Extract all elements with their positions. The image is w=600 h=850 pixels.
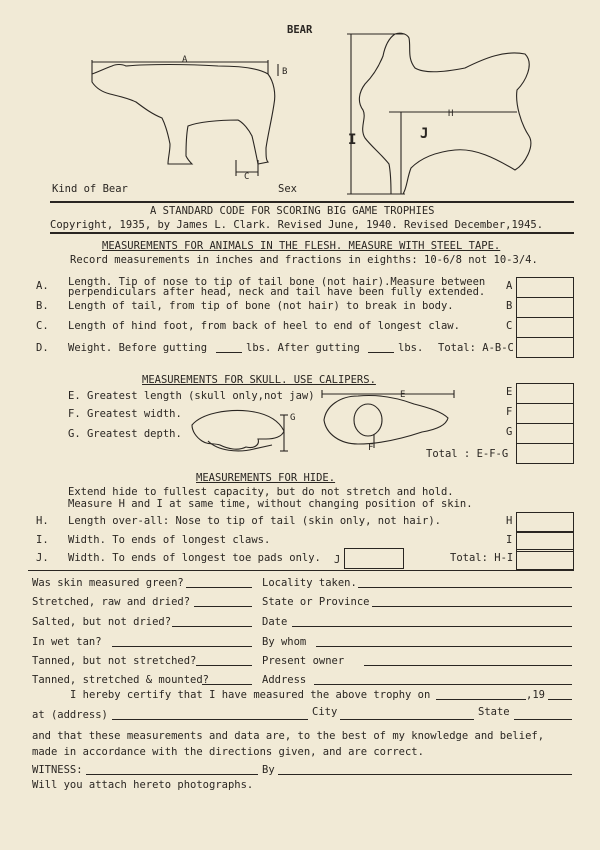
box-h-label: H (506, 515, 513, 527)
present-owner-label: Present owner (262, 655, 345, 667)
q-stretched-raw-dried: Stretched, raw and dried? (32, 596, 191, 608)
field-total-abc[interactable] (516, 337, 574, 358)
row-h-letter: H. (36, 515, 49, 527)
row-a-letter: A. (36, 280, 49, 292)
divider (50, 232, 574, 234)
at-address-label: at (address) (32, 709, 108, 721)
q-in-wet-tan: In wet tan? (32, 636, 102, 648)
bear-profile-illustration (88, 48, 288, 183)
box-b-label: B (506, 300, 513, 312)
weight-after-label: lbs. After gutting (246, 342, 360, 354)
row-h-text: Length over-all: Nose to tip of tail (skin only, not hair). (68, 515, 441, 527)
code-title: A STANDARD CODE FOR SCORING BIG GAME TROPHIES (150, 205, 435, 217)
weight-before-field[interactable] (216, 352, 242, 353)
row-c-letter: C. (36, 320, 49, 332)
by-label: By (262, 764, 275, 776)
q-salted-not-dried: Salted, but not dried? (32, 616, 172, 628)
field-g[interactable] (516, 423, 574, 444)
row-b-text: Length of tail, from tip of bone (not hair) to break in body. (68, 300, 454, 312)
kind-of-bear-label: Kind of Bear (52, 183, 128, 195)
q-tanned-not-stretched-field[interactable] (196, 665, 252, 666)
certify-year-field[interactable] (548, 699, 572, 700)
q-tanned-stretched-mounted-field[interactable] (202, 684, 252, 685)
certify-statement-2: made in accordance with the directions given, and are correct. (32, 746, 424, 758)
city-field[interactable] (340, 719, 474, 720)
label-a: A (182, 55, 188, 65)
row-e-text: E. Greatest length (skull only,not jaw) (68, 390, 315, 402)
row-j-text: Width. To ends of longest toe pads only. (68, 552, 321, 564)
field-h[interactable] (516, 512, 574, 533)
date-label: Date (262, 616, 288, 628)
total-abc-label: Total: A-B-C (438, 342, 514, 354)
by-whom-label: By whom (262, 636, 307, 648)
flesh-note: Record measurements in inches and fractions in eighths: 10-6/8 not 10-3/4. (70, 254, 538, 266)
label-f: F (368, 443, 374, 453)
q-tanned-not-stretched: Tanned, but not stretched? (32, 655, 197, 667)
label-i: I (348, 132, 357, 148)
hide-heading: MEASUREMENTS FOR HIDE. (196, 472, 336, 484)
divider (50, 201, 574, 203)
certify-year: ,19 (526, 689, 545, 701)
field-a[interactable] (516, 277, 574, 298)
total-hi-label: Total: H-I (450, 552, 514, 564)
state-label: State (478, 706, 510, 718)
locality-field[interactable] (358, 587, 572, 588)
row-a-text-cont: perpendiculars after head, neck and tail have been fully extended. (68, 286, 486, 298)
weight-before-label: Weight. Before gutting (68, 342, 208, 354)
q-in-wet-tan-field[interactable] (112, 646, 252, 647)
skull-side-illustration (188, 405, 292, 457)
field-f[interactable] (516, 403, 574, 424)
certify-line: I hereby certify that I have measured the above trophy on (70, 689, 431, 701)
state-field[interactable] (514, 719, 572, 720)
box-i-label: I (506, 534, 513, 546)
row-a-text: Length. Tip of nose to tip of tail bone (not hair).Measure between (68, 276, 486, 288)
q-skin-measured-green-field[interactable] (186, 587, 252, 588)
sex-label: Sex (278, 183, 297, 195)
field-c[interactable] (516, 317, 574, 338)
city-label: City (312, 706, 338, 718)
skull-top-illustration (318, 390, 458, 450)
row-b-letter: B. (36, 300, 49, 312)
date-field[interactable] (292, 626, 572, 627)
locality-label: Locality taken. (262, 577, 357, 589)
state-province-field[interactable] (372, 606, 572, 607)
page-title: BEAR (287, 24, 313, 36)
field-total-efg[interactable] (516, 443, 574, 464)
bear-hide-illustration (345, 28, 545, 198)
row-g-text: G. Greatest depth. (68, 428, 182, 440)
box-f-label: F (506, 406, 513, 418)
divider (28, 570, 574, 571)
witness-label: WITNESS: (32, 764, 83, 776)
row-f-text: F. Greatest width. (68, 408, 182, 420)
hide-note-1: Extend hide to fullest capacity, but do not stretch and hold. (68, 486, 454, 498)
row-d-letter: D. (36, 342, 49, 354)
field-e[interactable] (516, 383, 574, 404)
box-a-label: A (506, 280, 513, 292)
at-address-field[interactable] (112, 719, 308, 720)
field-total-hi[interactable] (516, 549, 574, 570)
box-c-label: C (506, 320, 513, 332)
box-j-label: J (334, 554, 341, 566)
photographs-question: Will you attach hereto photographs. (32, 779, 254, 791)
label-j: J (420, 126, 429, 142)
address-field[interactable] (314, 684, 572, 685)
by-signature-field[interactable] (278, 774, 572, 775)
copyright-line: Copyright, 1935, by James L. Clark. Revised June, 1940. Revised December,1945. (50, 219, 544, 231)
weight-unit: lbs. (398, 342, 424, 354)
certify-date-field[interactable] (436, 699, 526, 700)
label-e: E (400, 390, 406, 400)
row-i-letter: I. (36, 534, 49, 546)
box-e-label: E (506, 386, 513, 398)
address-label: Address (262, 674, 307, 686)
skull-heading: MEASUREMENTS FOR SKULL. USE CALIPERS. (142, 374, 376, 386)
label-c: C (244, 172, 250, 182)
weight-after-field[interactable] (368, 352, 394, 353)
q-tanned-stretched-mounted: Tanned, stretched & mounted? (32, 674, 210, 686)
row-i-text: Width. To ends of longest claws. (68, 534, 271, 546)
box-g-label: G (506, 426, 513, 438)
label-b: B (282, 67, 288, 77)
present-owner-field[interactable] (364, 665, 572, 666)
q-skin-measured-green: Was skin measured green? (32, 577, 184, 589)
field-j[interactable] (344, 548, 404, 569)
hide-note-2: Measure H and I at same time, without changing position of skin. (68, 498, 473, 510)
label-g: G (290, 413, 296, 423)
certify-statement-1: and that these measurements and data are, to the best of my knowledge and belief, (32, 730, 545, 742)
field-b[interactable] (516, 297, 574, 318)
state-province-label: State or Province (262, 596, 370, 608)
row-c-text: Length of hind foot, from back of heel to end of longest claw. (68, 320, 460, 332)
q-salted-not-dried-field[interactable] (172, 626, 252, 627)
q-stretched-raw-dried-field[interactable] (194, 606, 252, 607)
row-j-letter: J. (36, 552, 49, 564)
flesh-heading: MEASUREMENTS FOR ANIMALS IN THE FLESH. MEASURE WITH STEEL TAPE. (102, 240, 501, 252)
witness-field[interactable] (86, 774, 258, 775)
total-efg-label: Total : E-F-G (426, 448, 509, 460)
by-whom-field[interactable] (316, 646, 572, 647)
label-h: H (448, 109, 454, 119)
